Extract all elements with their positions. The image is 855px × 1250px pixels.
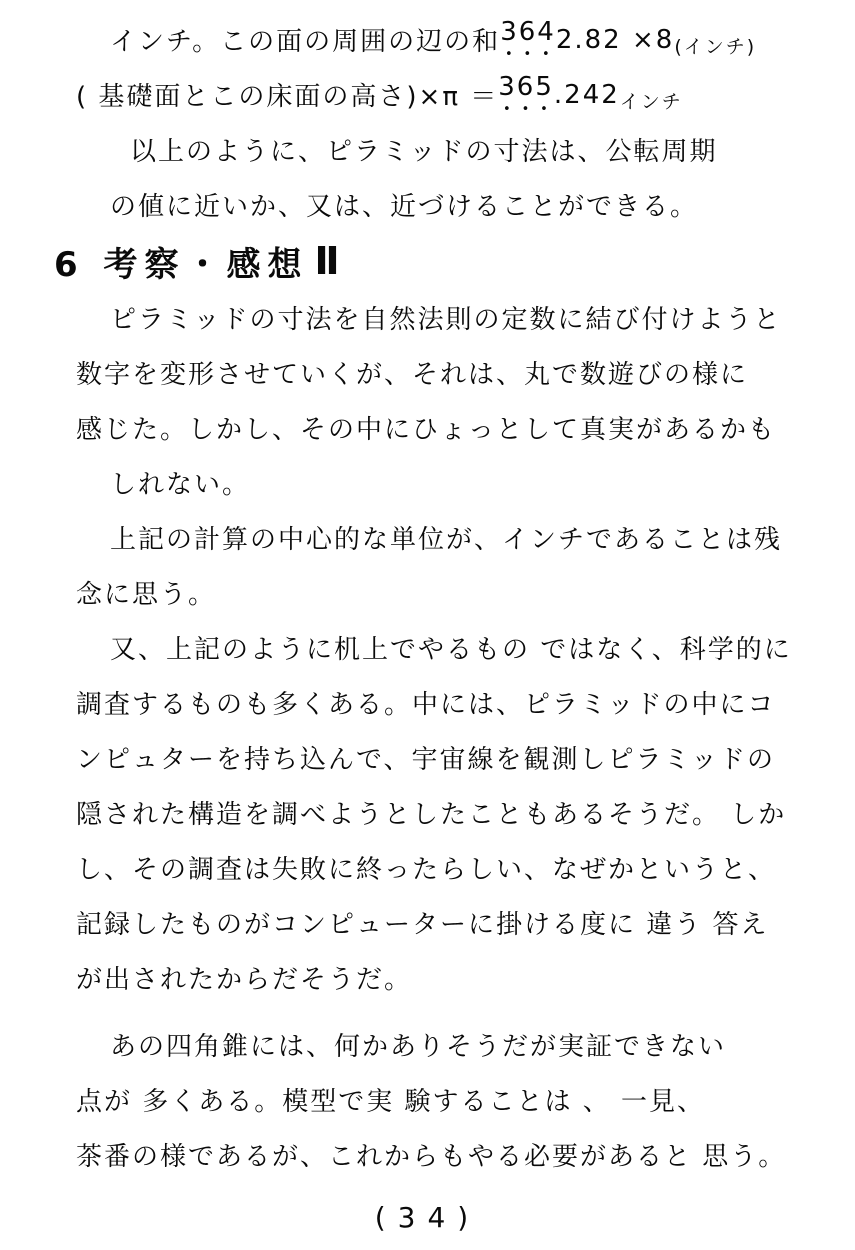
page-number: (34): [374, 1201, 481, 1234]
text-line: [0, 895, 855, 950]
text-line: [0, 122, 855, 177]
text-segment: 記録したものがコンピューターに掛ける度に 違う 答え: [76, 910, 769, 940]
text-segment: 以上のように、ピラミッドの寸法は、公転周期: [130, 137, 718, 167]
text-line: [0, 785, 855, 840]
text-segment: の値に近いか、又は、近づけることができる。: [110, 192, 699, 222]
text-segment: 又、上記のように机上でやるもの ではなく、科学的に: [110, 635, 792, 665]
text-segment: .242: [553, 79, 620, 110]
text-line: [0, 1072, 855, 1127]
text-segment: 上記の計算の中心的な単位が、インチであることは残: [110, 525, 783, 555]
text-segment: 茶番の様であるが、これからもやる必要があると 思う。: [76, 1142, 787, 1172]
text-line: [0, 840, 855, 895]
text-segment: あの四角錐には、何かありそうだが実証できない: [110, 1032, 727, 1062]
text-segment: しれない。: [110, 470, 251, 500]
text-segment: 調査するものも多くある。中には、ピラミッドの中にコ: [76, 690, 776, 720]
emphasized-number: 365: [498, 72, 554, 102]
roman-numeral: Ⅱ: [314, 239, 347, 283]
text-segment: 感じた。しかし、その中にひょっとして真実があるかも: [76, 415, 777, 445]
text-line: [0, 675, 855, 730]
text-segment: 点が 多くある。模型で実 験することは 、 一見、: [76, 1087, 706, 1117]
text-line: [0, 400, 855, 455]
text-line: [0, 1017, 855, 1072]
text-line: [0, 1127, 855, 1182]
text-line: [0, 620, 855, 675]
text-segment: (インチ): [674, 36, 757, 58]
text-segment: インチ。この面の周囲の辺の和: [110, 27, 501, 57]
text-line: [0, 455, 855, 510]
text-segment: インチ: [619, 91, 683, 113]
section-heading: [0, 232, 855, 290]
text-segment: 数字を変形させていくが、それは、丸で数遊びの様に: [76, 360, 749, 390]
text-line: [0, 565, 855, 620]
text-segment: ンピュターを持ち込んで、宇宙線を観測しピラミッドの: [76, 745, 775, 775]
text-line: [0, 177, 855, 232]
text-line: [0, 950, 855, 1005]
text-segment: 隠された構造を調べようとしたこともあるそうだ。 しか: [76, 800, 787, 830]
text-line: [0, 12, 855, 67]
emphasized-number: 364: [500, 17, 556, 47]
text-segment: ピラミッドの寸法を自然法則の定数に結び付けようと: [110, 305, 782, 335]
document-body: [0, 12, 855, 1182]
text-line: [0, 730, 855, 785]
text-segment: 6 考察・感想: [54, 244, 309, 285]
text-line: [0, 290, 855, 345]
text-segment: 2.82 ×8: [555, 24, 675, 55]
text-segment: し、その調査は失敗に終ったらしい、なぜかというと、: [76, 855, 777, 885]
text-line: [0, 67, 855, 122]
text-line: [0, 345, 855, 400]
text-segment: ( 基礎面とこの床面の高さ)×π ＝: [76, 82, 499, 112]
text-segment: 念に思う。: [76, 580, 217, 610]
text-line: [0, 510, 855, 565]
text-segment: が出されたからだそうだ。: [76, 965, 413, 995]
